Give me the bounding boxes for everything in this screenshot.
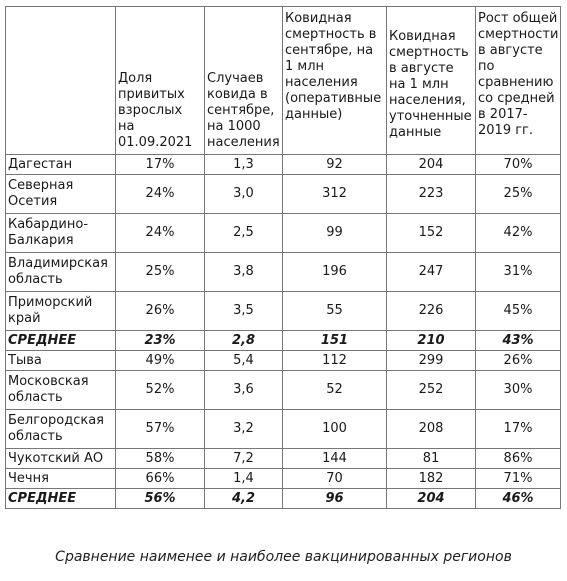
mortality-august: 210 — [387, 331, 476, 351]
mortality-september: 144 — [283, 449, 387, 469]
mortality-september: 151 — [283, 331, 387, 351]
region-name: Дагестан — [6, 155, 116, 175]
mortality-august: 299 — [387, 351, 476, 371]
region-name: Чукотский АО — [6, 449, 116, 469]
mortality-august: 204 — [387, 155, 476, 175]
cases-september: 3,0 — [205, 175, 283, 214]
region-name: Северная Осетия — [6, 175, 116, 214]
mortality-september: 196 — [283, 253, 387, 292]
mortality-august: 81 — [387, 449, 476, 469]
mortality-august: 226 — [387, 292, 476, 331]
mortality-september: 92 — [283, 155, 387, 175]
region-name: Приморский край — [6, 292, 116, 331]
header-region — [6, 7, 116, 155]
cases-september: 4,2 — [205, 489, 283, 509]
mortality-growth: 46% — [476, 489, 561, 509]
mortality-growth: 30% — [476, 371, 561, 410]
mortality-growth: 26% — [476, 351, 561, 371]
mortality-growth: 86% — [476, 449, 561, 469]
cases-september: 7,2 — [205, 449, 283, 469]
average-row — [6, 489, 561, 509]
vaccinated-share: 66% — [116, 469, 205, 489]
table-row — [6, 410, 561, 449]
table-row — [6, 292, 561, 331]
header-vaccinated-share: Доля привитых взрослых на 01.09.2021 — [116, 7, 205, 155]
vaccinated-share: 25% — [116, 253, 205, 292]
mortality-september: 100 — [283, 410, 387, 449]
table-row — [6, 371, 561, 410]
region-name: Московская область — [6, 371, 116, 410]
vaccinated-share: 24% — [116, 214, 205, 253]
mortality-growth: 31% — [476, 253, 561, 292]
vaccinated-share: 23% — [116, 331, 205, 351]
vaccinated-share: 56% — [116, 489, 205, 509]
region-name: Кабардино-Балкария — [6, 214, 116, 253]
cases-september: 3,2 — [205, 410, 283, 449]
header-mortality-august: Ковидная смертность в августе на 1 млн населения, уточненные данные — [387, 7, 476, 155]
cases-september: 1,4 — [205, 469, 283, 489]
mortality-august: 247 — [387, 253, 476, 292]
mortality-august: 223 — [387, 175, 476, 214]
table-row — [6, 469, 561, 489]
mortality-september: 96 — [283, 489, 387, 509]
mortality-september: 312 — [283, 175, 387, 214]
header-mortality-growth: Рост общей смертности в августе по сравнению со средней в 2017-2019 гг. — [476, 7, 561, 155]
vaccinated-share: 49% — [116, 351, 205, 371]
mortality-growth: 70% — [476, 155, 561, 175]
table-row — [6, 253, 561, 292]
average-row — [6, 331, 561, 351]
table-caption: Сравнение наименее и наиболее вакцинированных регионов — [55, 549, 512, 565]
table-row — [6, 214, 561, 253]
mortality-september: 99 — [283, 214, 387, 253]
mortality-growth: 25% — [476, 175, 561, 214]
vaccination-comparison-table — [5, 6, 561, 509]
cases-september: 3,5 — [205, 292, 283, 331]
region-name: СРЕДНЕЕ — [6, 331, 116, 351]
mortality-september: 112 — [283, 351, 387, 371]
vaccinated-share: 57% — [116, 410, 205, 449]
header-cases-september: Случаев ковида в сентябре, на 1000 населения — [205, 7, 283, 155]
mortality-growth: 43% — [476, 331, 561, 351]
mortality-september: 70 — [283, 469, 387, 489]
cases-september: 3,8 — [205, 253, 283, 292]
header-row — [6, 7, 561, 155]
mortality-growth: 17% — [476, 410, 561, 449]
cases-september: 1,3 — [205, 155, 283, 175]
mortality-august: 208 — [387, 410, 476, 449]
mortality-growth: 42% — [476, 214, 561, 253]
cases-september: 5,4 — [205, 351, 283, 371]
mortality-august: 252 — [387, 371, 476, 410]
cases-september: 3,6 — [205, 371, 283, 410]
cases-september: 2,5 — [205, 214, 283, 253]
region-name: Владимирская область — [6, 253, 116, 292]
mortality-august: 204 — [387, 489, 476, 509]
vaccinated-share: 52% — [116, 371, 205, 410]
cases-september: 2,8 — [205, 331, 283, 351]
region-name: СРЕДНЕЕ — [6, 489, 116, 509]
vaccinated-share: 58% — [116, 449, 205, 469]
table-row — [6, 351, 561, 371]
header-mortality-september: Ковидная смертность в сентябре, на 1 млн населения (оперативные данные) — [283, 7, 387, 155]
mortality-growth: 71% — [476, 469, 561, 489]
table-row — [6, 175, 561, 214]
mortality-september: 55 — [283, 292, 387, 331]
vaccinated-share: 24% — [116, 175, 205, 214]
table-row — [6, 155, 561, 175]
region-name: Белгородская область — [6, 410, 116, 449]
region-name: Тыва — [6, 351, 116, 371]
region-name: Чечня — [6, 469, 116, 489]
mortality-august: 182 — [387, 469, 476, 489]
table-row — [6, 449, 561, 469]
vaccinated-share: 26% — [116, 292, 205, 331]
vaccinated-share: 17% — [116, 155, 205, 175]
mortality-growth: 45% — [476, 292, 561, 331]
mortality-september: 52 — [283, 371, 387, 410]
mortality-august: 152 — [387, 214, 476, 253]
